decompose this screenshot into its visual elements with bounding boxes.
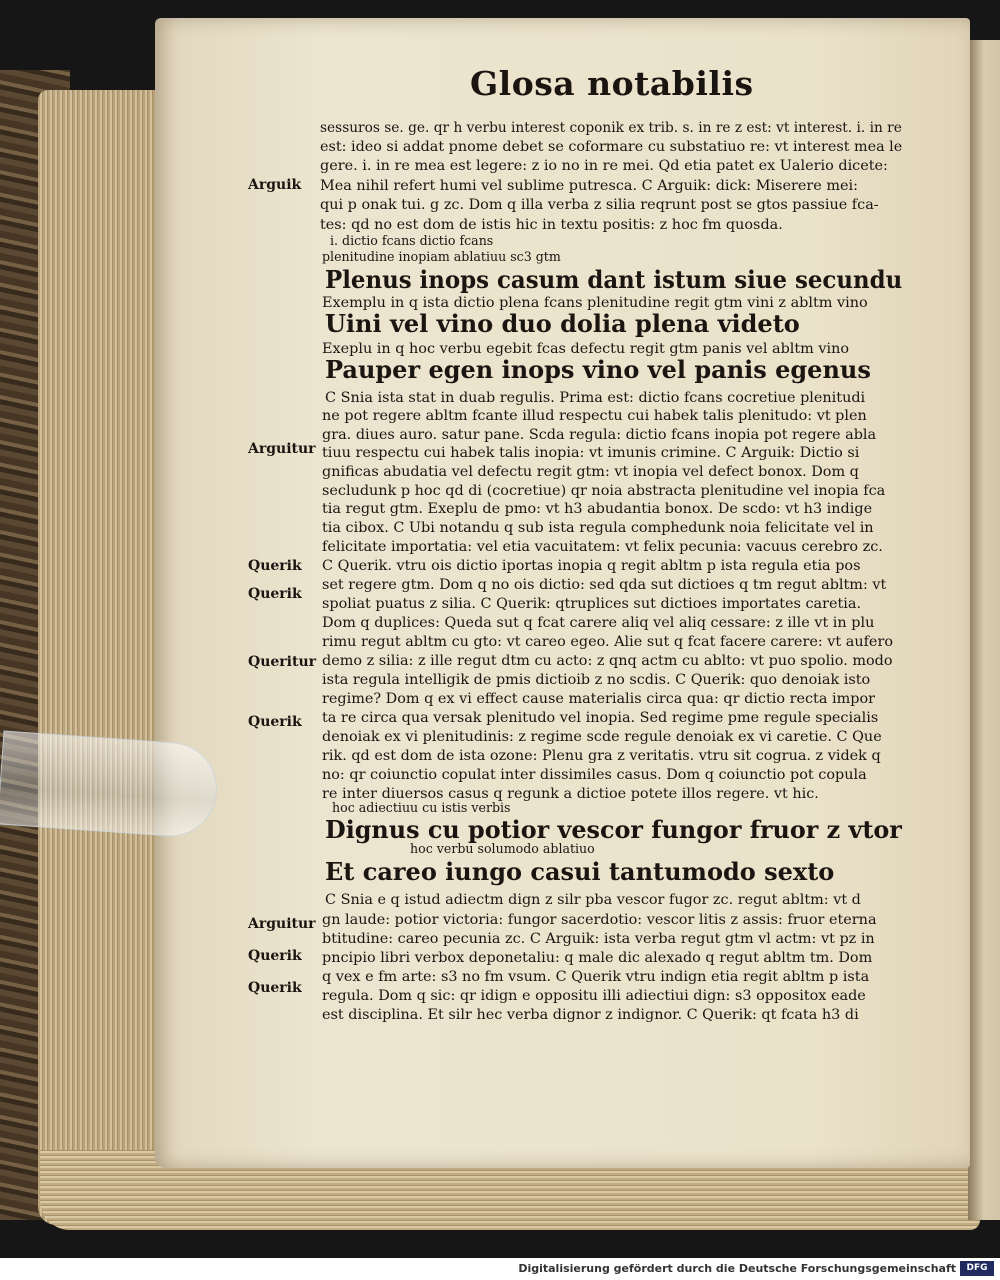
margin-note: Arguitur [248,441,316,457]
commentary-line: q vex e fm arte: s3 no fm vsum. C Querik vtru indign etia regit abltm p ista [322,969,870,985]
commentary-line: ta re circa qua versak plenitudo vel inopia. Sed regime pme regule specialis [322,710,879,726]
commentary-line: rimu regut abltm cu gto: vt careo egeo. Alie sut q fcat facere carere: vt aufero [322,634,893,650]
verse-line: Plenus inops casum dant istum siue secundu [325,265,903,294]
gloss-line: hoc verbu solumodo ablatiuo [410,841,595,856]
commentary-line: set regere gtm. Dom q no ois dictio: sed qda sut dictioes q tm regut abltm: vt [322,577,887,593]
commentary-line: Dom q duplices: Queda sut q fcat carere aliq vel aliq cessare: z ille vt in plu [322,615,875,631]
commentary-line: rik. qd est dom de ista ozone: Plenu gra z veritatis. vtru sit cogrua. z videk q [322,748,881,764]
gloss-line: i. dictio fcans dictio fcans [330,233,494,248]
commentary-line: denoiak ex vi plenitudinis: z regime scde regule denoiak ex vi caretie. C Que [322,729,882,745]
commentary-line: Exemplu in q ista dictio plena fcans plenitudine regit gtm vini z abltm vino [322,295,868,311]
margin-note: Querik [248,948,302,964]
gloss-line: hoc adiectiuu cu istis verbis [332,800,511,815]
commentary-line: gra. diues auro. satur pane. Scda regula: dictio fcans inopia pot regere abla [322,427,877,443]
commentary-line: est: ideo si addat pnome debet se coformare cu substatiuo re: vt interest mea le [320,139,903,155]
margin-note: Arguik [248,177,302,193]
glass-ruler [0,731,220,840]
dfg-logo: DFG [960,1261,994,1276]
commentary-line: demo z silia: z ille regut dtm cu acto: z qnq actm cu ablto: vt puo spolio. modo [322,653,893,669]
verse-line: Uini vel vino duo dolia plena videto [325,309,800,338]
commentary-line: btitudine: careo pecunia zc. C Arguik: ista verba regut gtm vl actm: vt pz in [322,931,875,947]
verse-line: Dignus cu potior vescor fungor fruor z vtor [325,815,902,844]
commentary-line: C Snia ista stat in duab regulis. Prima est: dictio fcans cocretiue plenitudi [325,390,866,406]
commentary-line: regula. Dom q sic: qr idign e oppositu illi adiectiui dign: s3 oppositox eade [322,988,866,1004]
margin-note: Arguitur [248,916,316,932]
commentary-line: ista regula intelligik de pmis dictioib z no scdis. C Querik: quo denoiak isto [322,672,871,688]
facing-page-edge [968,40,1000,1220]
commentary-line: re inter diuersos casus q regunk a dictioe potete illos regere. vt hic. [322,786,819,802]
margin-note: Queritur [248,654,316,670]
commentary-line: spoliat puatus z silia. C Querik: qtruplices sut dictioes importates caretia. [322,596,862,612]
commentary-line: qui p onak tui. g zc. Dom q illa verba z silia reqrunt post se gtos passiue fca- [320,197,879,213]
commentary-line: regime? Dom q ex vi effect cause materialis circa qua: qr dictio recta impor [322,691,875,707]
commentary-line: Exeplu in q hoc verbu egebit fcas defectu regit gtm panis vel abltm vino [322,341,850,357]
commentary-line: gere. i. in re mea est legere: z io no in re mei. Qd etia patet ex Ualerio dicete: [320,158,888,174]
commentary-line: sessuros se. ge. qr h verbu interest coponik ex trib. s. in re z est: vt interest. i. in re [320,120,902,136]
verse-line: Pauper egen inops vino vel panis egenus [325,355,871,384]
footer-bar [0,1258,1000,1280]
commentary-line: tia cibox. C Ubi notandu q sub ista regula comphedunk noia felicitate vel in [322,520,874,536]
gloss-line: plenitudine inopiam ablatiuu sc3 gtm [322,249,561,264]
margin-note: Querik [248,558,302,574]
margin-note: Querik [248,586,302,602]
commentary-line: est disciplina. Et silr hec verba dignor z indignor. C Querik: qt fcata h3 di [322,1007,859,1023]
funding-note: Digitalisierung gefördert durch die Deutsche Forschungsgemeinschaft [518,1262,956,1275]
page-title: Glosa notabilis [470,64,754,103]
commentary-line: tia regut gtm. Exeplu de pmo: vt h3 abudantia bonox. De scdo: vt h3 indige [322,501,873,517]
commentary-line: ne pot regere abltm fcante illud respectu cui habek talis plenitudo: vt plen [322,408,867,424]
commentary-line: gn laude: potior victoria: fungor sacerdotio: vescor litis z assis: fruor eterna [322,912,877,928]
margin-note: Querik [248,980,302,996]
commentary-line: tes: qd no est dom de istis hic in textu positis: z hoc fm quosda. [320,217,783,233]
verse-line: Et careo iungo casui tantumodo sexto [325,857,835,886]
commentary-line: secludunk p hoc qd di (cocretiue) qr noia abstracta plenitudine vel inopia fca [322,483,886,499]
commentary-line: Mea nihil refert humi vel sublime putresca. C Arguik: dick: Miserere mei: [320,178,858,194]
commentary-line: C Querik. vtru ois dictio iportas inopia q regit abltm p ista regula etia pos [322,558,861,574]
margin-note: Querik [248,714,302,730]
commentary-line: no: qr coiunctio copulat inter dissimiles casus. Dom q coiunctio pot copula [322,767,867,783]
commentary-line: pncipio libri verbox deponetaliu: q male dic alexado q regut abltm tm. Dom [322,950,873,966]
commentary-line: felicitate importatia: vel etia vacuitatem: vt felix pecunia: vacuus cerebro zc. [322,539,883,555]
commentary-line: C Snia e q istud adiectm dign z silr pba vescor fugor zc. regut abltm: vt d [325,892,861,908]
commentary-line: gnificas abudatia vel defectu regit gtm: vt inopia vel defect bonox. Dom q [322,464,859,480]
commentary-line: tiuu respectu cui habek talis inopia: vt imunis crimine. C Arguik: Dictio si [322,445,860,461]
